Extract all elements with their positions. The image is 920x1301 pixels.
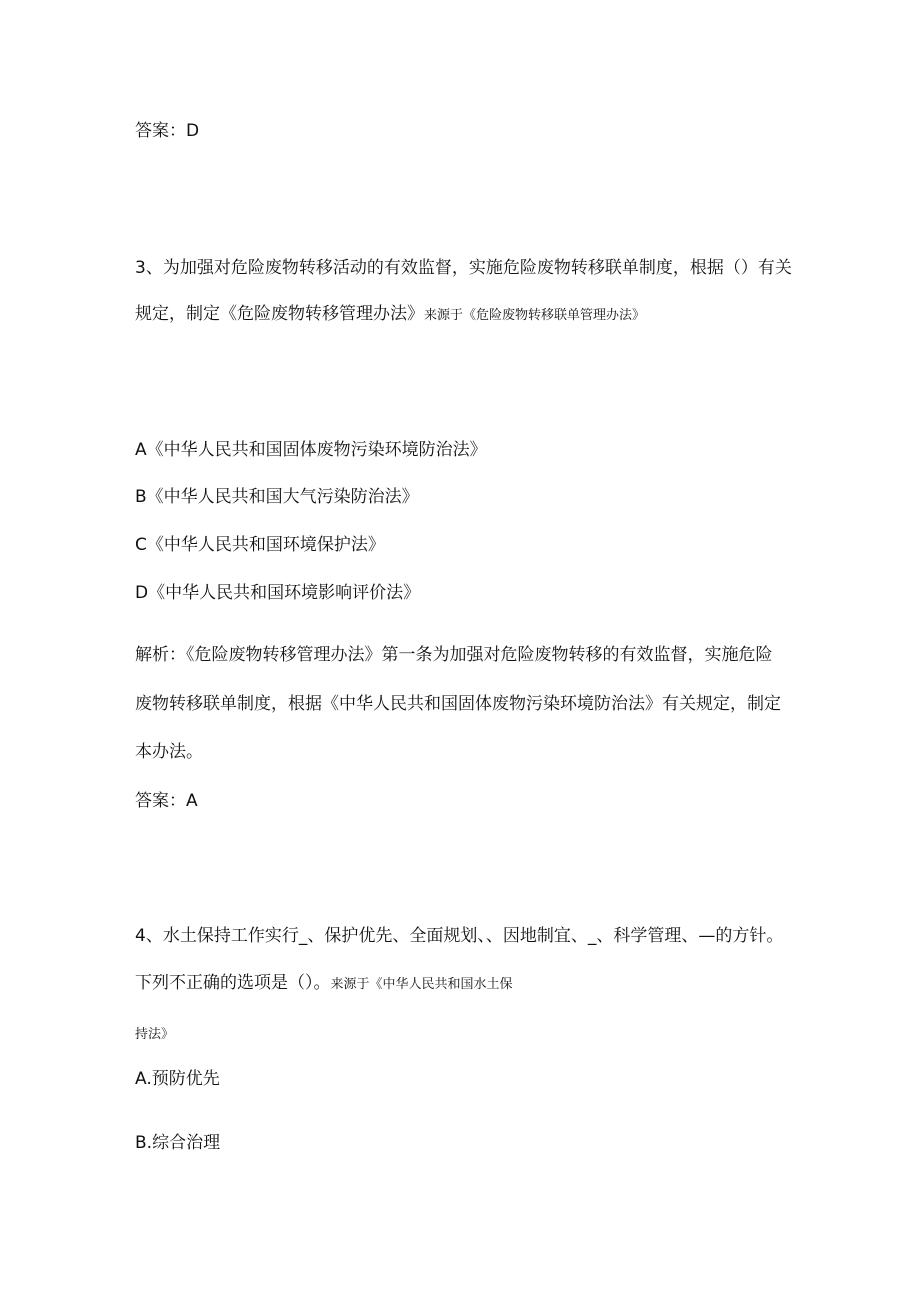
question-3-analysis-line-2: 废物转移联单制度，根据《中华人民共和国固体废物污染环境防治法》有关规定，制定 <box>135 694 781 714</box>
question-3-source: 来源于《危险废物转移联单管理办法》 <box>424 308 646 323</box>
question-3-option-d: D《中华人民共和国环境影响评价法》 <box>135 583 421 603</box>
question-4-stem-text: 下列不正确的选项是（）。 <box>135 973 331 993</box>
question-3-analysis-line-1: 解析：《危险废物转移管理办法》第一条为加强对危险废物转移的有效监督，实施危险 <box>135 645 773 665</box>
question-4-stem-line-2 <box>135 971 513 997</box>
question-4-option-b: B.综合治理 <box>135 1133 221 1153</box>
question-4-option-a: A.预防优先 <box>135 1069 220 1089</box>
question-4-source-part-1: 来源于《中华人民共和国水土保 <box>330 977 513 992</box>
question-4-source-part-2: 持法》 <box>135 1027 175 1042</box>
question-4-stem-line-1: 4、水土保持工作实行_、保护优先、全面规划、、因地制宜、_、科学管理、—的方针。 <box>135 926 784 946</box>
question-3-stem-line-2 <box>135 302 645 328</box>
question-3-answer: 答案：A <box>135 791 198 811</box>
question-3-option-b: B《中华人民共和国大气污染防治法》 <box>135 487 419 507</box>
question-3-stem-line-1: 3、为加强对危险废物转移活动的有效监督，实施危险废物转移联单制度，根据（）有关 <box>135 258 792 278</box>
question-3-option-c: C《中华人民共和国环境保护法》 <box>135 535 385 555</box>
question-3-stem-text: 规定，制定《危险废物转移管理办法》 <box>135 304 424 324</box>
question-3-option-a: A《中华人民共和国固体废物污染环境防治法》 <box>135 440 487 460</box>
question-3-analysis-line-3: 本办法。 <box>135 742 203 762</box>
prev-answer: 答案：D <box>135 121 200 141</box>
